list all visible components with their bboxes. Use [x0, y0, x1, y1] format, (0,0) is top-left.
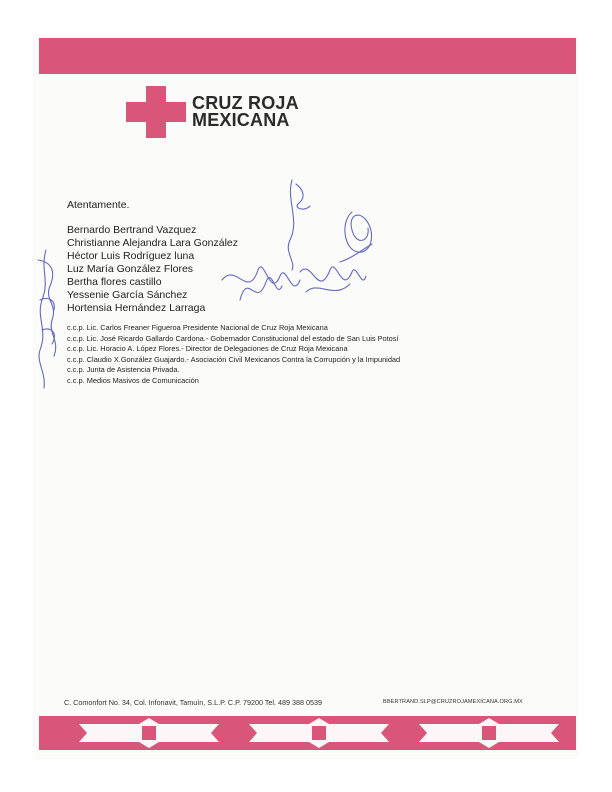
signers-list: [67, 224, 238, 315]
red-cross-icon: [126, 86, 186, 138]
ccp-line: c.c.p. Lic. Horacio A. López Flores.- Director de Delegaciones de Cruz Roja Mexicana: [67, 344, 348, 354]
logo-line-1: CRUZ ROJA: [192, 93, 299, 113]
cross-pattern-decoration: [39, 716, 576, 750]
ccp-line: c.c.p. Claudio X.González Guajardo.- Asociación Civil Mexicanos Contra la Corrupción y la Impunidad: [67, 354, 401, 364]
ccp-line: c.c.p. Lic. José Ricardo Gallardo Cardona.- Gobernador Constitucional del estado de San Luis Potosí: [67, 333, 399, 343]
signer-name: Héctor Luis Rodríguez luna: [67, 250, 195, 262]
signer-name: Hortensia Hernández Larraga: [67, 302, 206, 314]
signer-name: Bertha flores castillo: [67, 276, 162, 288]
ccp-line: c.c.p. Lic. Carlos Freaner Figueroa Presidente Nacional de Cruz Roja Mexicana: [67, 323, 328, 332]
footer-address: C. Comonfort No. 34, Col. Infonavit, Tamuín, S.L.P. C.P. 79200 Tel. 489 388 0539: [64, 698, 322, 707]
logo-line-2: MEXICANA: [192, 110, 290, 130]
signer-name: Luz María González Flores: [67, 263, 194, 275]
header-band: [39, 38, 576, 74]
ccp-line: c.c.p. Junta de Asistencia Privada.: [67, 365, 180, 375]
signer-name: Christianne Alejandra Lara González: [67, 237, 239, 249]
footer-email: BBERTRAND.SLP@CRUZROJAMEXICANA.ORG.MX: [383, 699, 523, 705]
ccp-line: c.c.p. Medios Masivos de Comunicación: [67, 375, 199, 385]
closing-text: Atentamente.: [67, 199, 130, 211]
cruz-roja-logo: [126, 86, 299, 138]
carbon-copy-list: [67, 323, 400, 387]
footer-band: [39, 716, 576, 750]
signer-name: Yessenie García Sánchez: [67, 289, 188, 301]
letter-page: [34, 36, 577, 758]
signer-name: Bernardo Bertrand Vazquez: [67, 224, 197, 236]
logo-wordmark: [192, 95, 299, 129]
